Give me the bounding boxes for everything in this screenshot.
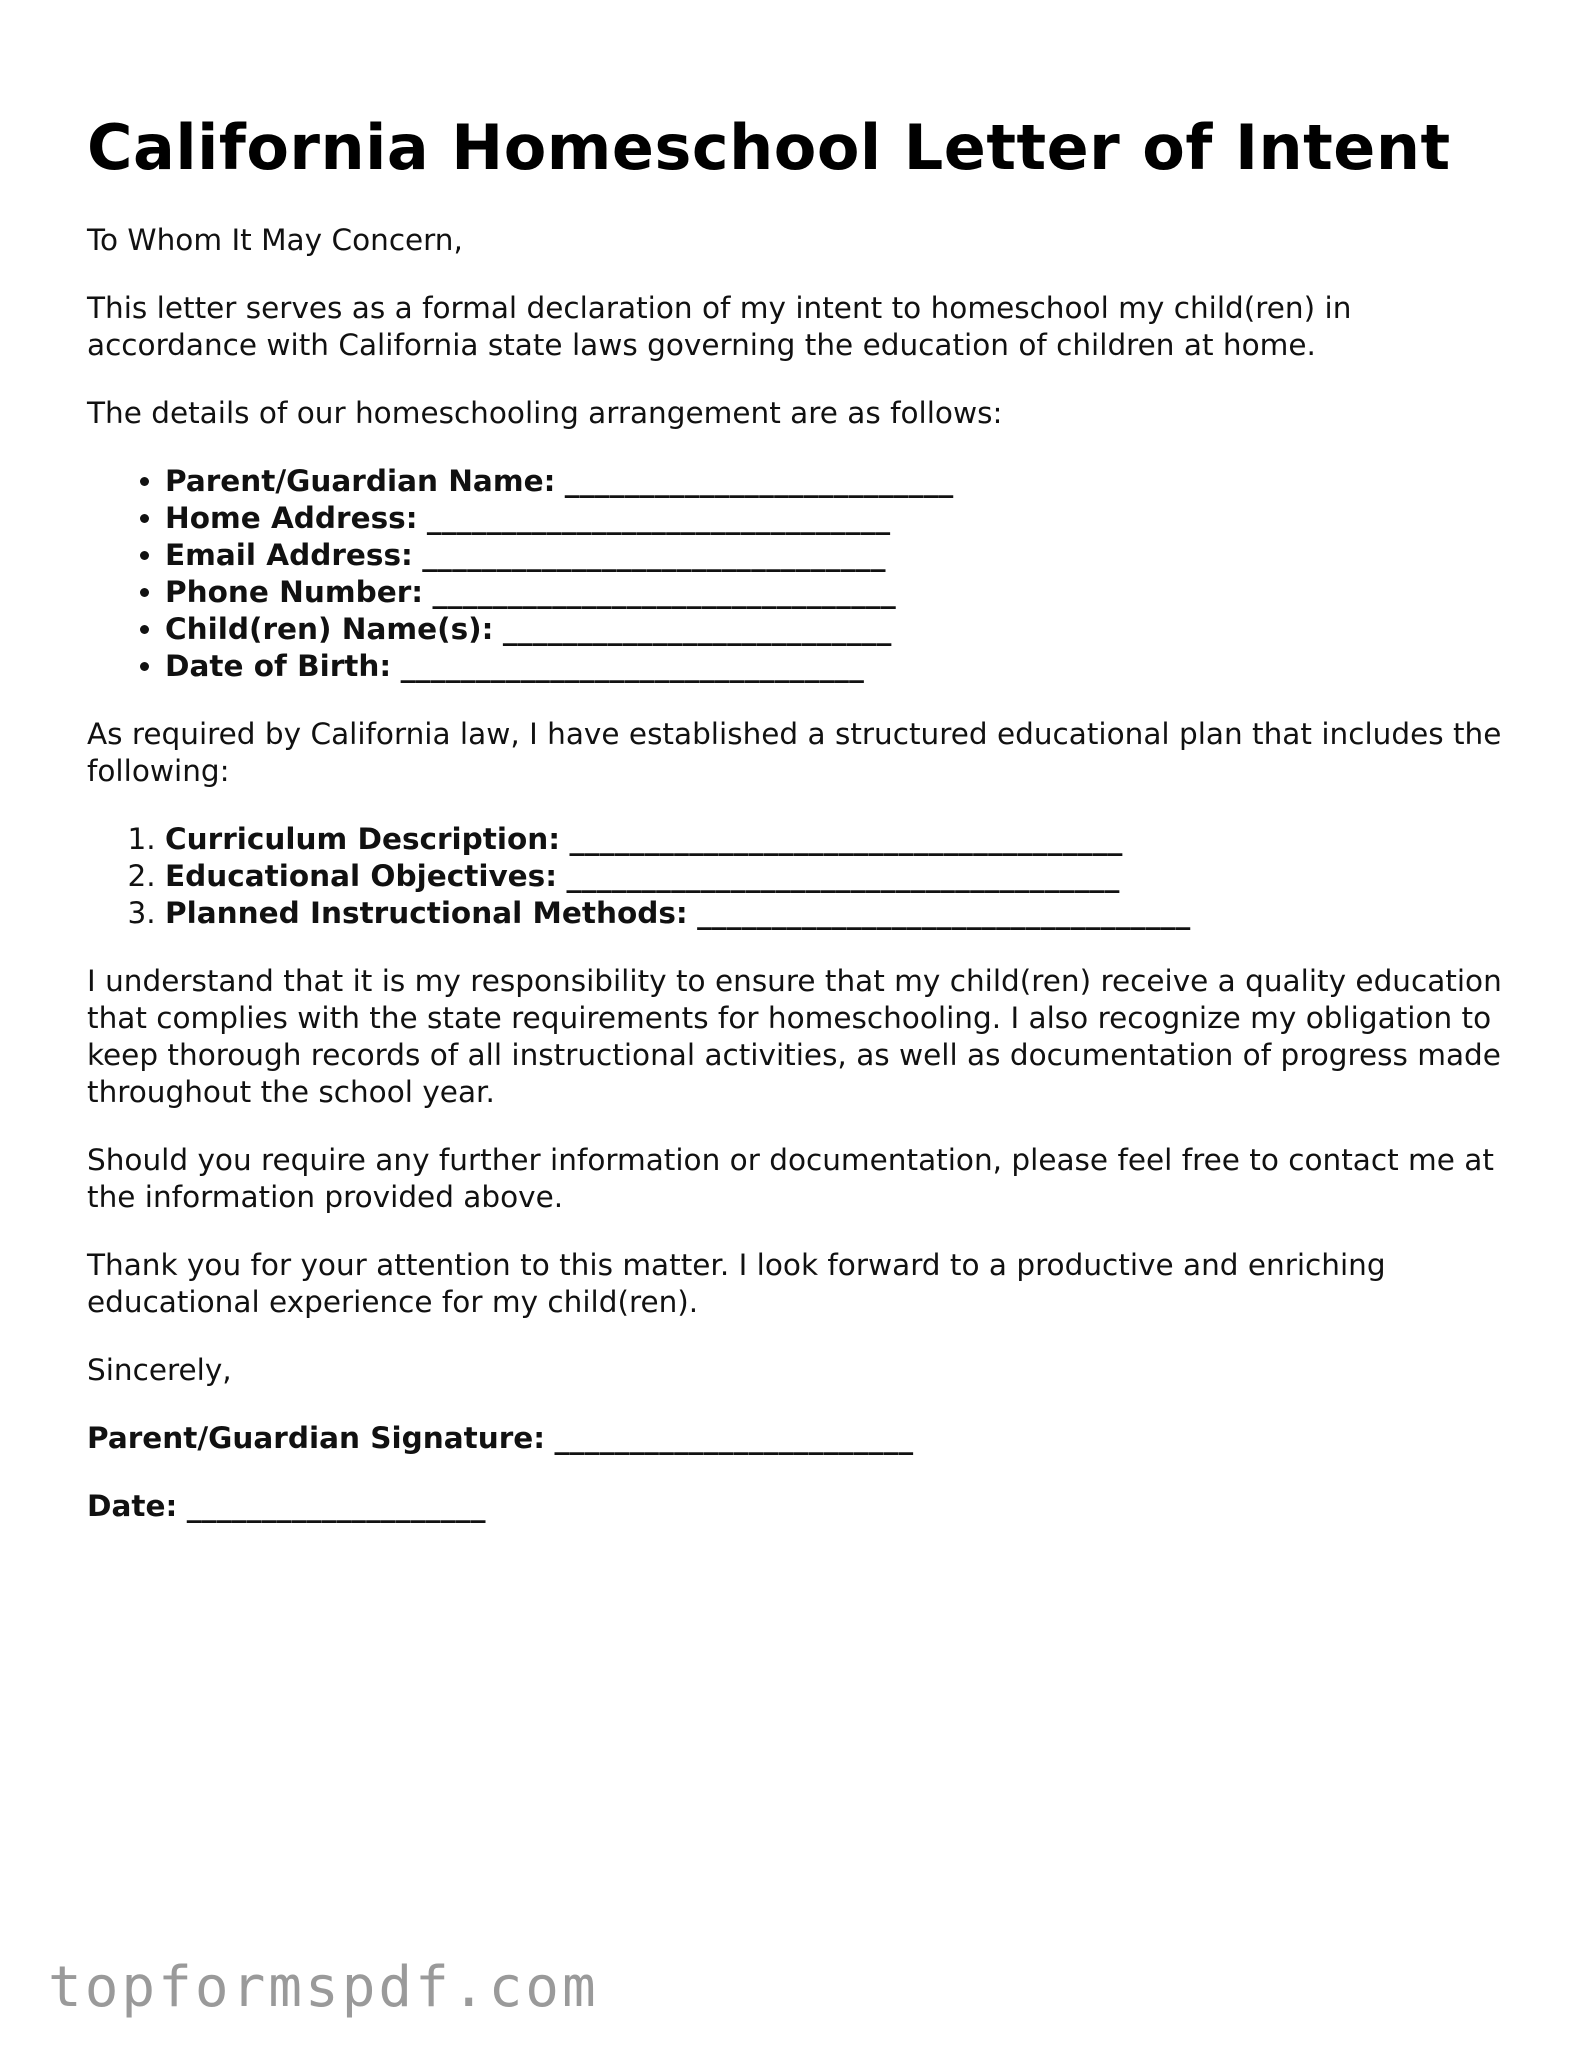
date-of-birth-field[interactable]: _______________________________ — [400, 649, 865, 683]
greeting: To Whom It May Concern, — [87, 223, 463, 257]
detail-label: Child(ren) Name(s): — [165, 612, 494, 646]
date-field[interactable]: ____________________ — [186, 1489, 486, 1523]
educational-objectives-field[interactable]: _____________________________________ — [566, 859, 1120, 893]
responsibility-paragraph: I understand that it is my responsibility to ensure that my child(ren) receive a quality education that complies with the state requirements for homeschooling. I also recognize my obligation to keep thorough records of all instructional activities, as well as documentation of progress made throughout the school year. — [87, 964, 1502, 1109]
plan-list — [87, 821, 1507, 932]
plan-item-methods — [165, 895, 1507, 932]
contact-paragraph: Should you require any further information or documentation, please feel free to contact me at the information provided above. — [87, 1143, 1494, 1214]
curriculum-description-field[interactable]: _____________________________________ — [569, 822, 1123, 856]
date-label: Date: — [87, 1489, 178, 1523]
document-title: California Homeschool Letter of Intent — [87, 111, 1451, 184]
date-line — [87, 1488, 1507, 1525]
intro-paragraph: This letter serves as a formal declaration of my intent to homeschool my child(ren) in accordance with California state laws governing the education of children at home. — [87, 291, 1352, 362]
parent-name-field[interactable]: __________________________ — [564, 464, 954, 498]
plan-intro: As required by California law, I have established a structured educational plan that includes the following: — [87, 717, 1502, 788]
detail-label: Email Address: — [165, 538, 413, 572]
detail-item-parent-name — [165, 463, 1507, 500]
signature-field[interactable]: ________________________ — [554, 1421, 914, 1455]
phone-number-field[interactable]: _______________________________ — [432, 575, 896, 609]
detail-item-home-address — [165, 500, 1507, 537]
plan-item-curriculum — [165, 821, 1507, 858]
detail-label: Home Address: — [165, 501, 418, 535]
detail-item-children-names — [165, 611, 1507, 648]
signature-label: Parent/Guardian Signature: — [87, 1421, 546, 1455]
detail-label: Parent/Guardian Name: — [165, 464, 556, 498]
details-intro: The details of our homeschooling arrangement are as follows: — [87, 396, 1003, 430]
home-address-field[interactable]: _______________________________ — [426, 501, 891, 535]
detail-item-email — [165, 537, 1507, 574]
detail-item-date-of-birth — [165, 648, 1507, 685]
detail-item-phone — [165, 574, 1507, 611]
email-address-field[interactable]: _______________________________ — [422, 538, 886, 572]
watermark: topformspdf.com — [48, 1955, 599, 2020]
detail-label: Date of Birth: — [165, 649, 392, 683]
closing: Sincerely, — [87, 1353, 232, 1387]
instructional-methods-field[interactable]: _________________________________ — [697, 896, 1191, 930]
letter-document — [87, 108, 1507, 1556]
plan-item-objectives — [165, 858, 1507, 895]
thanks-paragraph: Thank you for your attention to this matter. I look forward to a productive and enriching educational experience for my child(ren). — [87, 1248, 1386, 1319]
children-names-field[interactable]: __________________________ — [502, 612, 892, 646]
plan-label: Planned Instructional Methods: — [165, 896, 688, 930]
detail-label: Phone Number: — [165, 575, 424, 609]
details-list — [87, 463, 1507, 685]
plan-label: Educational Objectives: — [165, 859, 558, 893]
plan-label: Curriculum Description: — [165, 822, 561, 856]
signature-line — [87, 1420, 1507, 1457]
